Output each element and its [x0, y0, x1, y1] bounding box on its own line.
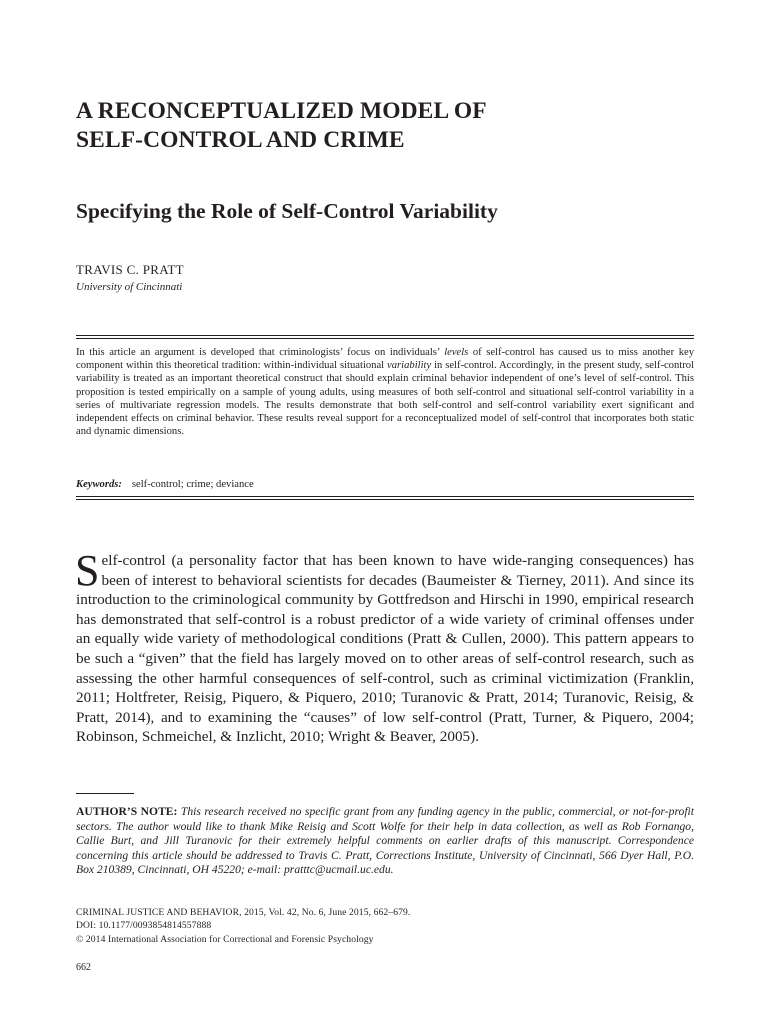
article-title-line-2: SELF-CONTROL AND CRIME: [76, 127, 405, 153]
citation-block: [76, 906, 410, 946]
abstract-top-rule: [76, 335, 694, 339]
keywords-label: Keywords:: [76, 479, 122, 490]
keywords-value: self-control; crime; deviance: [131, 479, 254, 490]
keywords: [76, 478, 254, 491]
abstract-text-2: of self-control has caused us to miss another key component within this theoretical tradition: within-individual situational: [76, 347, 694, 372]
citation-doi: DOI: 10.1177/0093854814557888: [76, 920, 212, 932]
body-paragraph: [75, 546, 694, 747]
abstract-emphasis-levels: levels: [444, 347, 469, 358]
article-subtitle: Specifying the Role of Self-Control Variability: [76, 199, 498, 223]
authors-note: [76, 805, 694, 878]
citation-copyright: © 2014 International Association for Correctional and Forensic Psychology: [76, 933, 374, 945]
abstract-text-3: in self-control. Accordingly, in the present study, self-control variability is treated as an important theoretical construct that should explain criminal behavior independent of one’s level of self-control. This proposition is tested empirically on a sample of young adults, using measures of both self-control and situational self-control variability in a series of multivariate regression models. The results demonstrate that both self-control and self-control variability exert significant and independent effects on criminal behavior. These results reveal support for a reconceptualized model of self-control that incorporates both static and dynamic dimensions.: [76, 360, 694, 438]
citation-journal: CRIMINAL JUSTICE AND BEHAVIOR, 2015, Vol. 42, No. 6, June 2015, 662–679.: [76, 907, 411, 918]
abstract-emphasis-variability: variability: [387, 360, 432, 372]
authors-note-text: This research received no specific grant from any funding agency in the public, commercial, or not-for-profit sectors. The author would like to thank Mike Reisig and Scott Wolfe for their help in data collection, as well as Rob Fornango, Callie Burt, and Jill Turanovic for their extremely helpful comments on earlier drafts of this manuscript. Correspondence concerning this article should be addressed to Travis C. Pratt, Corrections Institute, University of Cincinnati, 566 Dyer Hall, P.O. Box 210389, Cincinnati, OH 45220; e-mail: pratttc@ucmail.uc.edu.: [76, 805, 694, 877]
abstract-text-1: In this article an argument is developed that criminologists’ focus on individuals’: [76, 347, 445, 358]
author-affiliation: University of Cincinnati: [76, 281, 183, 293]
abstract: [76, 346, 694, 438]
article-title: [76, 97, 487, 155]
page-number: 662: [76, 962, 91, 973]
article-title-line-1: A RECONCEPTUALIZED MODEL OF: [76, 98, 487, 124]
journal-page: [76, 0, 694, 1024]
abstract-bottom-rule: [76, 496, 694, 500]
authors-note-label: AUTHOR’S NOTE:: [76, 805, 178, 818]
body-paragraph-text: elf-control (a personality factor that has been known to have wide-ranging consequences) has been of interest to behavioral scientists for decades (Baumeister & Tierney, 2011). And since its introduction to the criminological community by Gottfredson and Hirschi in 1990, empirical research has demonstrated that self-control is a robust predictor of a wide variety of criminal offenses under an equally wide variety of methodological conditions (Pratt & Cullen, 2000). This pattern appears to be such a “given” that the field has largely moved on to other areas of self-control research, such as assessing the other harmful consequences of self-control, such as criminal victimization (Franklin, 2011; Holtfreter, Reisig, Piquero, & Piquero, 2010; Turanovic & Pratt, 2014; Turanovic, Reisig, & Pratt, 2014), and to examining the “causes” of low self-control (Pratt, Turner, & Piquero, 2004; Robinson, Schmeichel, & Inzlicht, 2010; Wright & Beaver, 2005).: [76, 552, 694, 746]
author-name: TRAVIS C. PRATT: [76, 262, 184, 277]
drop-cap: S: [75, 546, 100, 595]
footnote-rule: [76, 793, 134, 794]
